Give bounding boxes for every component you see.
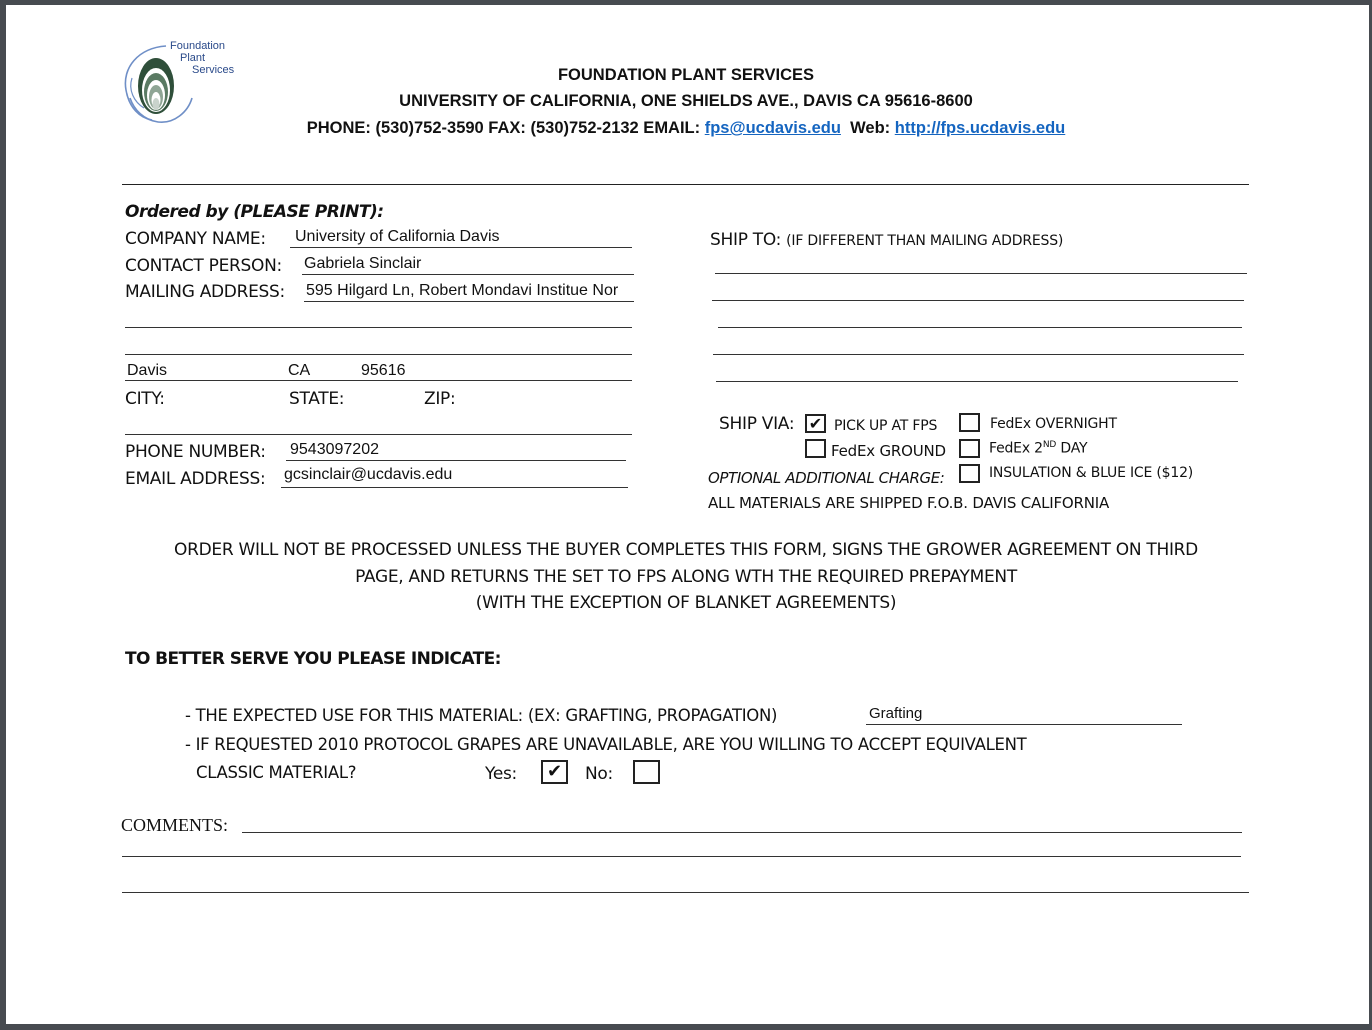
contact-person-label: CONTACT PERSON: bbox=[125, 256, 282, 276]
optional-charge-label: OPTIONAL ADDITIONAL CHARGE: bbox=[708, 469, 945, 487]
mailing-address-field[interactable]: 595 Hilgard Ln, Robert Mondavi Institue Nor bbox=[306, 282, 619, 299]
expected-use-underline bbox=[866, 724, 1182, 725]
comments-line-2[interactable] bbox=[122, 856, 1241, 857]
ship-to-note: (IF DIFFERENT THAN MAILING ADDRESS) bbox=[786, 233, 1064, 249]
logo-text-services: Services bbox=[192, 64, 235, 76]
logo-text-foundation: Foundation bbox=[170, 40, 226, 52]
header-divider bbox=[122, 184, 1249, 185]
notice-line-1: ORDER WILL NOT BE PROCESSED UNLESS THE BUYER COMPLETES THIS FORM, SIGNS THE GROWER AGREEMENT ON THIRD bbox=[174, 540, 1198, 560]
ship-to-heading bbox=[710, 230, 1063, 250]
zip-label: ZIP: bbox=[424, 389, 456, 409]
check-mark-icon: ✔ bbox=[546, 761, 563, 782]
indicate-title: TO BETTER SERVE YOU PLEASE INDICATE: bbox=[125, 649, 501, 669]
pickup-checkbox[interactable] bbox=[805, 414, 826, 433]
org-contact-line bbox=[0, 119, 1372, 138]
web-label: Web: bbox=[850, 119, 891, 137]
zip-field[interactable]: 95616 bbox=[361, 362, 406, 379]
ship-to-line-4[interactable] bbox=[713, 354, 1244, 355]
yes-checkbox[interactable] bbox=[541, 760, 568, 784]
contact-person-underline bbox=[302, 274, 634, 275]
ship-to-label: SHIP TO: bbox=[710, 230, 782, 250]
comments-line-3[interactable] bbox=[122, 892, 1249, 893]
email-address-field[interactable]: gcsinclair@ucdavis.edu bbox=[284, 466, 453, 483]
email-address-label: EMAIL ADDRESS: bbox=[125, 469, 266, 489]
notice-line-2: PAGE, AND RETURNS THE SET TO FPS ALONG WTH THE REQUIRED PREPAYMENT bbox=[355, 567, 1017, 587]
company-name-field[interactable]: University of California Davis bbox=[295, 228, 500, 245]
mailing-address-underline bbox=[304, 301, 634, 302]
fedex-2nd-day-label bbox=[989, 440, 1087, 457]
fedex-ground-label: FedEx GROUND bbox=[831, 442, 946, 460]
ship-via-label: SHIP VIA: bbox=[719, 414, 795, 434]
city-label: CITY: bbox=[125, 389, 165, 409]
phone-fax-email-label: PHONE: (530)752-3590 FAX: (530)752-2132 EMAIL: bbox=[306, 119, 701, 137]
yes-label: Yes: bbox=[485, 764, 517, 784]
fedex-2nd-day-checkbox[interactable] bbox=[959, 439, 980, 458]
ship-to-line-3[interactable] bbox=[718, 327, 1242, 328]
pickup-option-label: PICK UP AT FPS bbox=[834, 418, 938, 434]
state-field[interactable]: CA bbox=[288, 362, 311, 379]
ship-to-line-2[interactable] bbox=[712, 300, 1244, 301]
check-mark-icon: ✔ bbox=[808, 414, 823, 433]
email-address-underline bbox=[281, 487, 628, 488]
expected-use-label: - THE EXPECTED USE FOR THIS MATERIAL: (EX: GRAFTING, PROPAGATION) bbox=[185, 706, 778, 725]
org-address: UNIVERSITY OF CALIFORNIA, ONE SHIELDS AVE., DAVIS CA 95616-8600 bbox=[399, 92, 973, 110]
fedex-overnight-label: FedEx OVERNIGHT bbox=[990, 416, 1117, 432]
protocol-question-line-2: CLASSIC MATERIAL? bbox=[196, 763, 357, 782]
no-checkbox[interactable] bbox=[633, 760, 660, 784]
fedex-2nd-day-label-sup: ND bbox=[1042, 440, 1057, 450]
comments-line-1[interactable] bbox=[242, 832, 1242, 833]
notice-line-3: (WITH THE EXCEPTION OF BLANKET AGREEMENTS) bbox=[475, 593, 897, 613]
address-line-2[interactable] bbox=[125, 327, 632, 328]
web-link[interactable]: http://fps.ucdavis.edu bbox=[894, 119, 1066, 137]
address-line-3[interactable] bbox=[125, 354, 632, 355]
fedex-2nd-day-label-pre: FedEx 2 bbox=[989, 440, 1043, 457]
blank-line[interactable] bbox=[125, 434, 632, 435]
ship-to-line-1[interactable] bbox=[715, 273, 1247, 274]
fob-note: ALL MATERIALS ARE SHIPPED F.O.B. DAVIS CALIFORNIA bbox=[708, 494, 1110, 512]
ship-to-line-5[interactable] bbox=[716, 381, 1238, 382]
insulation-checkbox[interactable] bbox=[959, 464, 980, 483]
fedex-ground-checkbox[interactable] bbox=[805, 439, 826, 458]
fedex-overnight-checkbox[interactable] bbox=[959, 413, 980, 432]
city-field[interactable]: Davis bbox=[127, 362, 168, 379]
mailing-address-label: MAILING ADDRESS: bbox=[125, 282, 285, 302]
ordered-by-title: Ordered by (PLEASE PRINT): bbox=[125, 202, 384, 222]
logo-text-plant: Plant bbox=[180, 52, 206, 64]
org-name: FOUNDATION PLANT SERVICES bbox=[557, 66, 815, 84]
form-page bbox=[6, 5, 1369, 1024]
protocol-question-line-1: - IF REQUESTED 2010 PROTOCOL GRAPES ARE UNAVAILABLE, ARE YOU WILLING TO ACCEPT EQUIVALENT bbox=[185, 735, 1027, 754]
state-label: STATE: bbox=[289, 389, 345, 409]
company-name-label: COMPANY NAME: bbox=[125, 229, 266, 249]
phone-number-underline bbox=[286, 460, 626, 461]
contact-person-field[interactable]: Gabriela Sinclair bbox=[304, 255, 422, 272]
expected-use-field[interactable]: Grafting bbox=[869, 705, 923, 722]
email-link[interactable]: fps@ucdavis.edu bbox=[704, 119, 841, 137]
company-name-underline bbox=[290, 247, 632, 248]
phone-number-label: PHONE NUMBER: bbox=[125, 442, 266, 462]
comments-label: COMMENTS: bbox=[121, 815, 229, 835]
fedex-2nd-day-label-post: DAY bbox=[1056, 440, 1088, 457]
no-label: No: bbox=[585, 764, 613, 784]
city-state-zip-underline bbox=[125, 380, 632, 381]
phone-number-field[interactable]: 9543097202 bbox=[290, 441, 379, 458]
insulation-label: INSULATION & BLUE ICE ($12) bbox=[989, 465, 1194, 481]
